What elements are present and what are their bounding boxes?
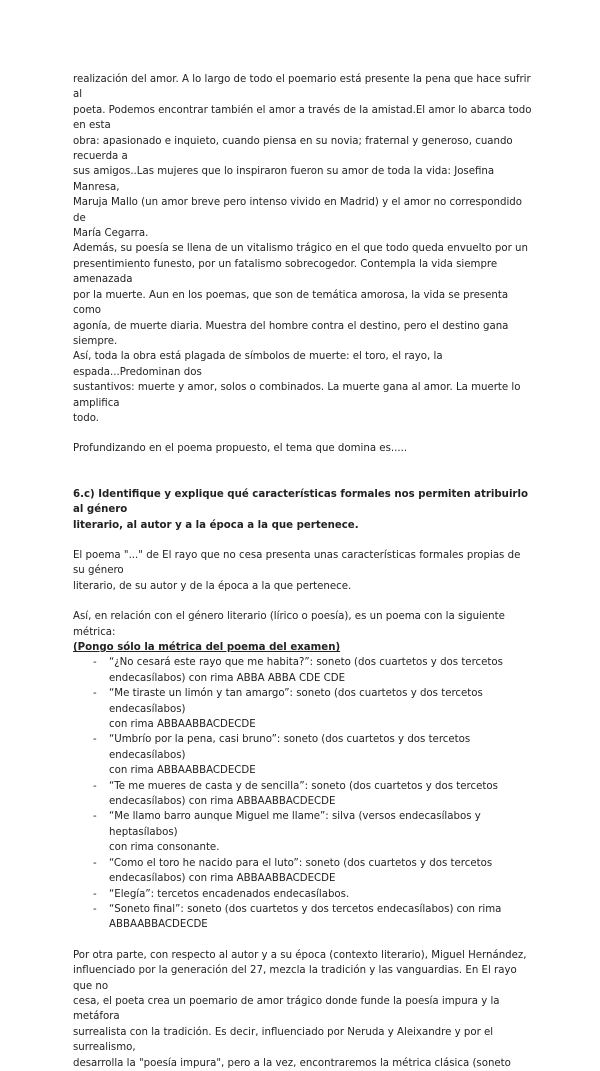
poem-desc: con rima ABBAABBACDECDE [109, 765, 256, 777]
poem-title: “Me tiraste un limón y tan amargo” [109, 688, 290, 700]
text-line: obra: apasionado e inquieto, cuando piensa en su novia; fraternal y generoso, cuando recuerda a [73, 135, 513, 163]
text-line: todo. [73, 412, 99, 424]
text-line: por la muerte. Aun en los poemas, que son de temática amorosa, la vida se presenta como [73, 289, 509, 317]
intro-paragraph [73, 72, 533, 426]
poem-title: “Como el toro he nacido para el luto” [109, 857, 299, 869]
poem-desc: con rima ABBAABBACDECDE [109, 719, 256, 731]
text-line: influenciado por la generación del 27, mezcla la tradición y las vanguardias. En El rayo que no [73, 965, 517, 992]
text-line: María Cegarra. [73, 228, 149, 240]
text-line: presentimiento funesto, por un fatalismo sobrecogedor. Contempla la vida siempre amenazada [73, 258, 498, 286]
text-line: Así, toda la obra está plagada de símbolos de muerte: el toro, el rayo, la espada...Predominan dos [73, 351, 443, 378]
text-line: literario, al autor y a la época a la que pertenece. [73, 519, 359, 531]
metric-note: (Pongo sólo la métrica del poema del examen) [73, 642, 341, 653]
text-line: poeta. Podemos encontrar también el amor a través de la amistad.El amor lo abarca todo en esta [73, 104, 532, 132]
poem-desc: : soneto (dos cuartetos y dos tercetos endecasílabos) [109, 688, 483, 715]
poem-title: “Umbrío por la pena, casi bruno” [109, 734, 277, 746]
poem-desc: endecasílabos) con rima ABBAABBACDECDE [109, 873, 336, 885]
document-page [73, 72, 533, 1071]
list-item [93, 809, 533, 855]
answer-intro-paragraph [73, 548, 533, 594]
poem-desc: : soneto (dos cuartetos y dos tercetos endecasílabos) con rima [180, 903, 502, 915]
poem-title: “Me llamo barro aunque Miguel me llame” [109, 811, 326, 823]
poem-desc: : soneto (dos cuartetos y dos tercetos [309, 657, 503, 669]
list-item [93, 856, 533, 887]
poem-title: “Elegía” [109, 888, 151, 900]
poem-desc: endecasílabos) con rima ABBA ABBA CDE CDE [109, 672, 346, 684]
text-line: surrealista con la tradición. Es decir, influenciado por Neruda y Aleixandre y por el surrealismo, [73, 1026, 494, 1054]
text-line: sustantivos: muerte y amor, solos o combinados. La muerte gana al amor. La muerte lo amplifica [73, 382, 521, 409]
text-line: sus amigos..Las mujeres que lo inspiraron fueron su amor de toda la vida: Josefina Manresa, [73, 166, 495, 193]
text-line: realización del amor. A lo largo de todo el poemario está presente la pena que hace sufrir al [73, 74, 531, 101]
poem-desc: : silva (versos endecasílabos y heptasílabos) [109, 811, 481, 838]
context-paragraph [73, 948, 533, 1071]
poem-desc: endecasílabos) con rima ABBAABBACDECDE [109, 796, 336, 808]
text-line: Además, su poesía se llena de un vitalismo trágico en el que todo queda envuelto por un [73, 243, 528, 255]
text-line: desarrolla la "poesía impura", pero a la vez, encontraremos la métrica clásica (soneto [73, 1057, 511, 1069]
text-line: Maruja Mallo (un amor breve pero intenso vivido en Madrid) y el amor no correspondido de [73, 197, 523, 224]
poem-desc: con rima consonante. [109, 842, 220, 854]
deepening-paragraph: Profundizando en el poema propuesto, el tema que domina es..... [73, 443, 408, 455]
text-line: literario, de su autor y de la época a la que pertenece. [73, 580, 352, 592]
text-line: 6.c) Identifique y explique qué características formales nos permiten atribuirlo al género [73, 488, 528, 516]
metric-intro: Así, en relación con el género literario (lírico o poesía), es un poema con la siguiente métrica: [73, 611, 505, 638]
poem-title: “Te me mueres de casta y de sencilla” [109, 780, 305, 792]
poem-desc: : soneto (dos cuartetos y dos tercetos [298, 857, 493, 869]
poem-title: “Soneto final” [109, 903, 181, 915]
poem-metric-list [73, 655, 533, 932]
question-heading [73, 487, 533, 533]
poem-desc: : tercetos encadenados endecasílabos. [150, 888, 350, 900]
list-item [93, 902, 533, 933]
poem-title: “¿No cesará este rayo que me habita?” [109, 657, 310, 669]
text-line: El poema "..." de El rayo que no cesa presenta unas características formales propias de su género [73, 549, 521, 577]
list-item [93, 732, 533, 778]
list-item [93, 887, 533, 902]
list-item [93, 779, 533, 810]
poem-desc: : soneto (dos cuartetos y dos tercetos endecasílabos) [109, 734, 471, 761]
poem-desc: ABBAABBACDECDE [109, 919, 208, 931]
text-line: cesa, el poeta crea un poemario de amor trágico donde funde la poesía impura y la metáfora [73, 995, 500, 1023]
text-line: agonía, de muerte diaria. Muestra del hombre contra el destino, pero el destino gana siempre. [73, 320, 509, 347]
list-item [93, 686, 533, 732]
list-item [93, 655, 533, 686]
poem-desc: : soneto (dos cuartetos y dos tercetos [304, 780, 498, 792]
text-line: Por otra parte, con respecto al autor y a su época (contexto literario), Miguel Hernández, [73, 949, 527, 961]
